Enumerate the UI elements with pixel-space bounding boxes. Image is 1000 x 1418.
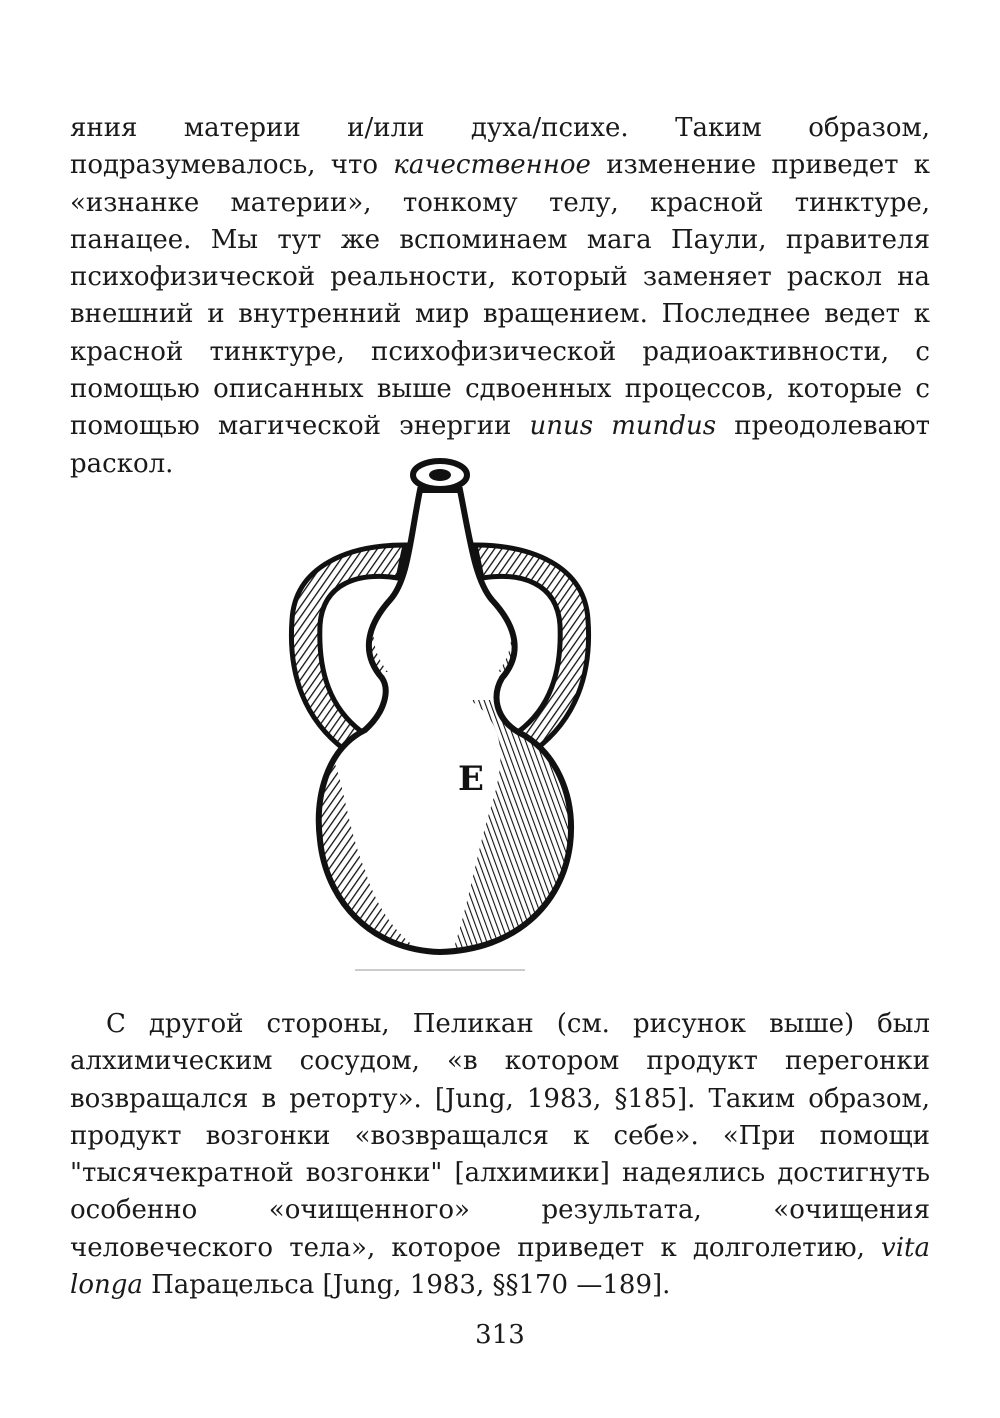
paragraph-top-text-1: яния материи и/или духа/психе. Таким образом, подразумевалось, что: [70, 113, 930, 181]
paragraph-top-italic-2: unus mundus: [529, 411, 717, 442]
paragraph-top-text-2: изменение приведет к «изнанке материи», тонкому телу, красной тинктуре, панацее. Мы тут же вспоминаем мага Паули, правителя психофизической реальности, который заменяет раскол на внешний и внутренний мир вращением. Последнее ведет к красной тинктуре, психофизической радиоактивности, с помощью описанных выше сдвоенных процессов, которые с помощью магической энергии: [70, 150, 930, 442]
paragraph-top: [70, 110, 930, 483]
paragraph-bottom-text-2: Парацельса [Jung, 1983, §§170 —189].: [142, 1270, 671, 1301]
paragraph-top-italic-1: качественное: [393, 150, 591, 181]
paragraph-bottom-italic-1: vita longa: [70, 1232, 930, 1301]
pelican-flask-icon: [270, 450, 610, 980]
paragraph-bottom: [70, 1006, 930, 1304]
page-number: 313: [475, 1320, 525, 1350]
paragraph-top-text-3: преодолевают раскол.: [70, 411, 930, 479]
paragraph-bottom-text-1: С другой стороны, Пеликан (см. рисунок выше) был алхимическим сосудом, «в котором продукт перегонки возвращался в реторту». [Jung, 1983, §185]. Таким образом, продукт возгонки «возвращался к себе». «При помощи "тысячекратной возгонки" [алхимики] надеялись достигнуть особенно «очищенного» результата, «очищения человеческого тела», которое приведет к долголетию,: [70, 1009, 930, 1263]
figure-label: E: [458, 759, 484, 799]
pelican-flask-illustration: [270, 450, 610, 980]
